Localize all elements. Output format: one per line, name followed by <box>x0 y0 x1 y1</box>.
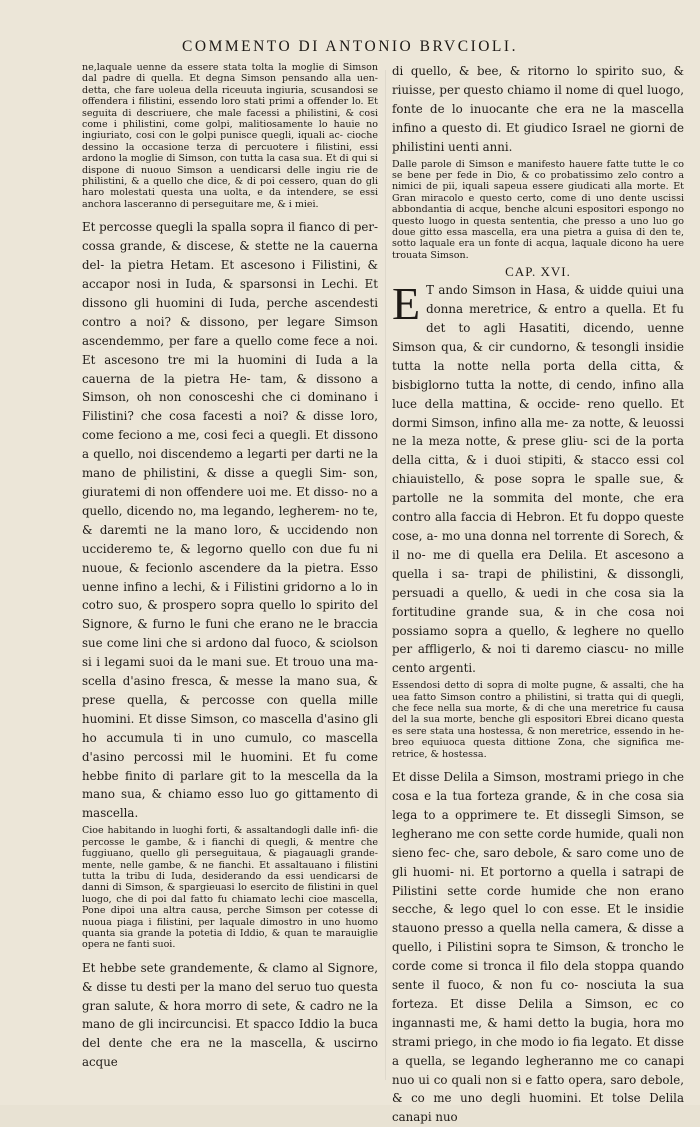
paragraph-text: di quello, & bee, & ritorno lo spirito suo, & riuisse, per questo chiamo il nome di quel luogo, fonte de lo inuocante che era ne la mascella infino a questo di. Et giudico Israel ne giorni de philistini uenti anni. <box>392 64 684 154</box>
scripture-paragraph <box>82 959 378 1072</box>
commentary-paragraph <box>392 159 684 262</box>
chapter-heading: CAP. XVI. <box>505 264 571 280</box>
commentary-paragraph <box>392 680 684 760</box>
scripture-paragraph <box>392 768 684 1127</box>
commentary-paragraph <box>82 825 378 950</box>
commentary-paragraph <box>82 62 378 210</box>
right-text-column <box>392 62 684 1127</box>
paragraph-text: Et percosse quegli la spalla sopra il fianco di per- cossa grande, & discese, & stette ne la cauerna del- la pietra Hetam. Et ascesono i Filistini, & accapor nosi in Iuda, & sparsonsi in Lechi. Et dissono gli huomini di Iuda, perche ascendesti contro a noi? & dissono, per legare Simson ascendemmo, per fare a quello come fece a noi. Et ascesono tre mi la huomini di Iuda a la cauerna de la pietra He- tam, & dissono a Simson, oh non conosceshi che ci dominano i Filistini? che cosa facesti a noi? & disse loro, come feciono a me, cosi feci a quegli. Et dissono a quello, noi discendemo a legarti per darti ne la mano de philistini, & disse a quegli Sim- son, giuratemi di non offendere uoi me. Et disso- no a quello, dicendo no, ma legando, legherem- no te, & daremti ne la mano loro, & uccidendo non uccideremo te, & legorno quello con due fu ni nuoue, & fecionlo ascendere da la pietra. Esso uenne infino a lechi, & i Filistini gridorno a lo in cotro suo, & prospero sopra quello lo spirito del Signore, & furno le funi che erano ne le braccia sue come lini che si ardono dal fuoco, & sciolson si i legami suoi da le mani sue. Et trouo una ma- scella d'asino fresca, & messe la mano sua, & prese quella, & percosse con quella mille huomini. Et disse Simson, co mascella d'asino gli ho accumula ti in uno cumulo, co mascella d'asino percossi mil le huomini. Et fu come hebbe finito di parlare git to la mescella da la mano sua, & chiamo esso luo go gittamento di mascella. <box>82 220 378 821</box>
paragraph-text: ne,laquale uenne da essere stata tolta la moglie di Simson dal padre di quella. Et degna Simson pensando alla uen- detta, che fare uoleua della riceuuta ingiuria, scusandosi se offendera i filistini, essendo loro stati primi a offender lo. Et seguita di descriuere, che male facessi a philistini, & cosi come i philistini, come golpi, malitiosamente lo hauie no ingiuriato, cosi con le golpi punisce quegli, iquali ac- cioche dessino la occasione terza di percuotere i filistini, essi ardono la moglie di Simson, con tutta la casa sua. Et di qui si dispone di nuouo Simson a uendicarsi delle ingiu rie de philistini, & a quello che dice, & di poi cessero, quan do gli haro molestati questa una uolta, e da intendere, se essi anchora lasceranno di perseguitare me, & i miei. <box>82 62 378 210</box>
running-head: COMMENTO DI ANTONIO BRVCIOLI. <box>182 38 518 55</box>
paragraph-text: Cioe habitando in luoghi forti, & assaltandogli dalle infi- die percosse le gambe, & i fianchi di quegli, & mentre che fuggiuano, quello gli perseguitaua, & piagauagli grande- mente, nelle gambe, & ne fianchi. Et assaltauano i filistini tutta la tribu di Iuda, desiderando da essi uendicarsi de danni di Simson, & spargieuasi lo esercito de filistini in quel luogo, che di poi dal fatto fu chiamato lechi cioe mascella, Pone dipoi una altra causa, perche Simson per cotesse di nuoua piaga i filistini, per laquale dimostro in uno huomo quanta sia grande la potetia di Iddio, & quan te marauiglie opera ne fanti suoi. <box>82 825 378 951</box>
paragraph-text: Essendosi detto di sopra di molte pugne, & assalti, che ha uea fatto Simson contro a philistini, si tratta qui di quegli, che fece nella sua morte, & di che una meretrice fu causa del la sua morte, benche gli espositori Ebrei dicano questa es sere stata una hostessa, & non meretrice, essendo in he- breo equiuoca questa dittione Zona, che significa me- retrice, & hostessa. <box>392 680 684 760</box>
paragraph-text: Et disse Delila a Simson, mostrami priego in che cosa e la tua forteza grande, & in che cosa sia lega to a opprimere te. Et dissegli Simson, se legherano me con sette corde humide, quali non sieno fec- che, saro debole, & saro come uno de gli huomi- ni. Et portorno a quella i satrapi de Pilistini sette corde humide che non erano secche, & lego quel lo con esse. Et le insidie stauono presso a quella nella camera, & disse a quello, i Pilistini sopra te Simson, & troncho le corde come si tronca il filo dela stoppa quando sente il fuoco, & non fu co- nosciuta la sua forteza. Et disse Delila a Simson, ec co ingannasti me, & hami detto la bugia, hora mo strami priego, in che modo io fia legato. Et disse a quella, se legando legheranno me co canapi nuo ui co quali non si e fatto opera, saro debole, & co me uno degli huomini. Et tolse Delila canapi nuo <box>392 770 684 1125</box>
column-gutter <box>385 70 386 1080</box>
drop-cap: E <box>392 278 421 330</box>
left-text-column <box>82 62 378 1072</box>
scripture-paragraph <box>392 62 684 157</box>
paragraph-text: Et hebbe sete grandemente, & clamo al Signore, & disse tu desti per la mano del seruo tuo questa gran salute, & hora morro di sete, & cadro ne la mano de gli incircuncisi. Et spacco Iddio la buca del dente che era ne la mascella, & uscirno acque <box>82 960 378 1070</box>
scripture-paragraph <box>82 218 378 823</box>
paragraph-text: Dalle parole di Simson e manifesto hauere fatte tutte le co se bene per fede in Dio, & co probatissimo zelo contro a nimici de pii, iquali sapeua essere giudicati alla morte. Et Gran miracolo e questo certo, come di uno dente uscissi abbondantia di acque, benche alcuni espositori espongo no questo luogo in questa sententia, che presso a uno luo go doue gitto essa mascella, era una pietra a guisa di den te, sotto laquale era un fonte di acqua, laquale dicono ha uere trouata Simson. <box>392 158 684 261</box>
scripture-paragraph <box>392 278 684 678</box>
paragraph-text: T ando Simson in Hasa, & uidde quiui una donna meretrice, & entro a quella. Et fu det to agli Hasatiti, dicendo, uenne Simson qua, & cir cundorno, & tesongli insidie tutta la notte nella porta della citta, & bisbiglorno tutta la notte, di cendo, infino alla luce della mattina, & occide- reno quello. Et dormi Simson, infino alla me- za notte, & leuossi ne la meza notte, & prese gliu- sci de la porta della citta, & i duoi stipiti, & stacco essi col chiauistello, & pose sopra le spalle sue, & partolle ne la sommita del monte, che era contro alla faccia di Hebron. Et fu doppo queste cose, a- mo una donna nel torrente di Sorech, & il no- me di quella era Delila. Et ascesono a quella i sa- trapi de philistini, & dissongli, persuadi a quello, & uedi in che cosa sia la fortitudine grande sua, & in che cosa noi possiamo sopra a quello, & leghere no quello per affligerlo, & noi ti daremo ciascu- no mille cento argenti. <box>392 283 684 676</box>
